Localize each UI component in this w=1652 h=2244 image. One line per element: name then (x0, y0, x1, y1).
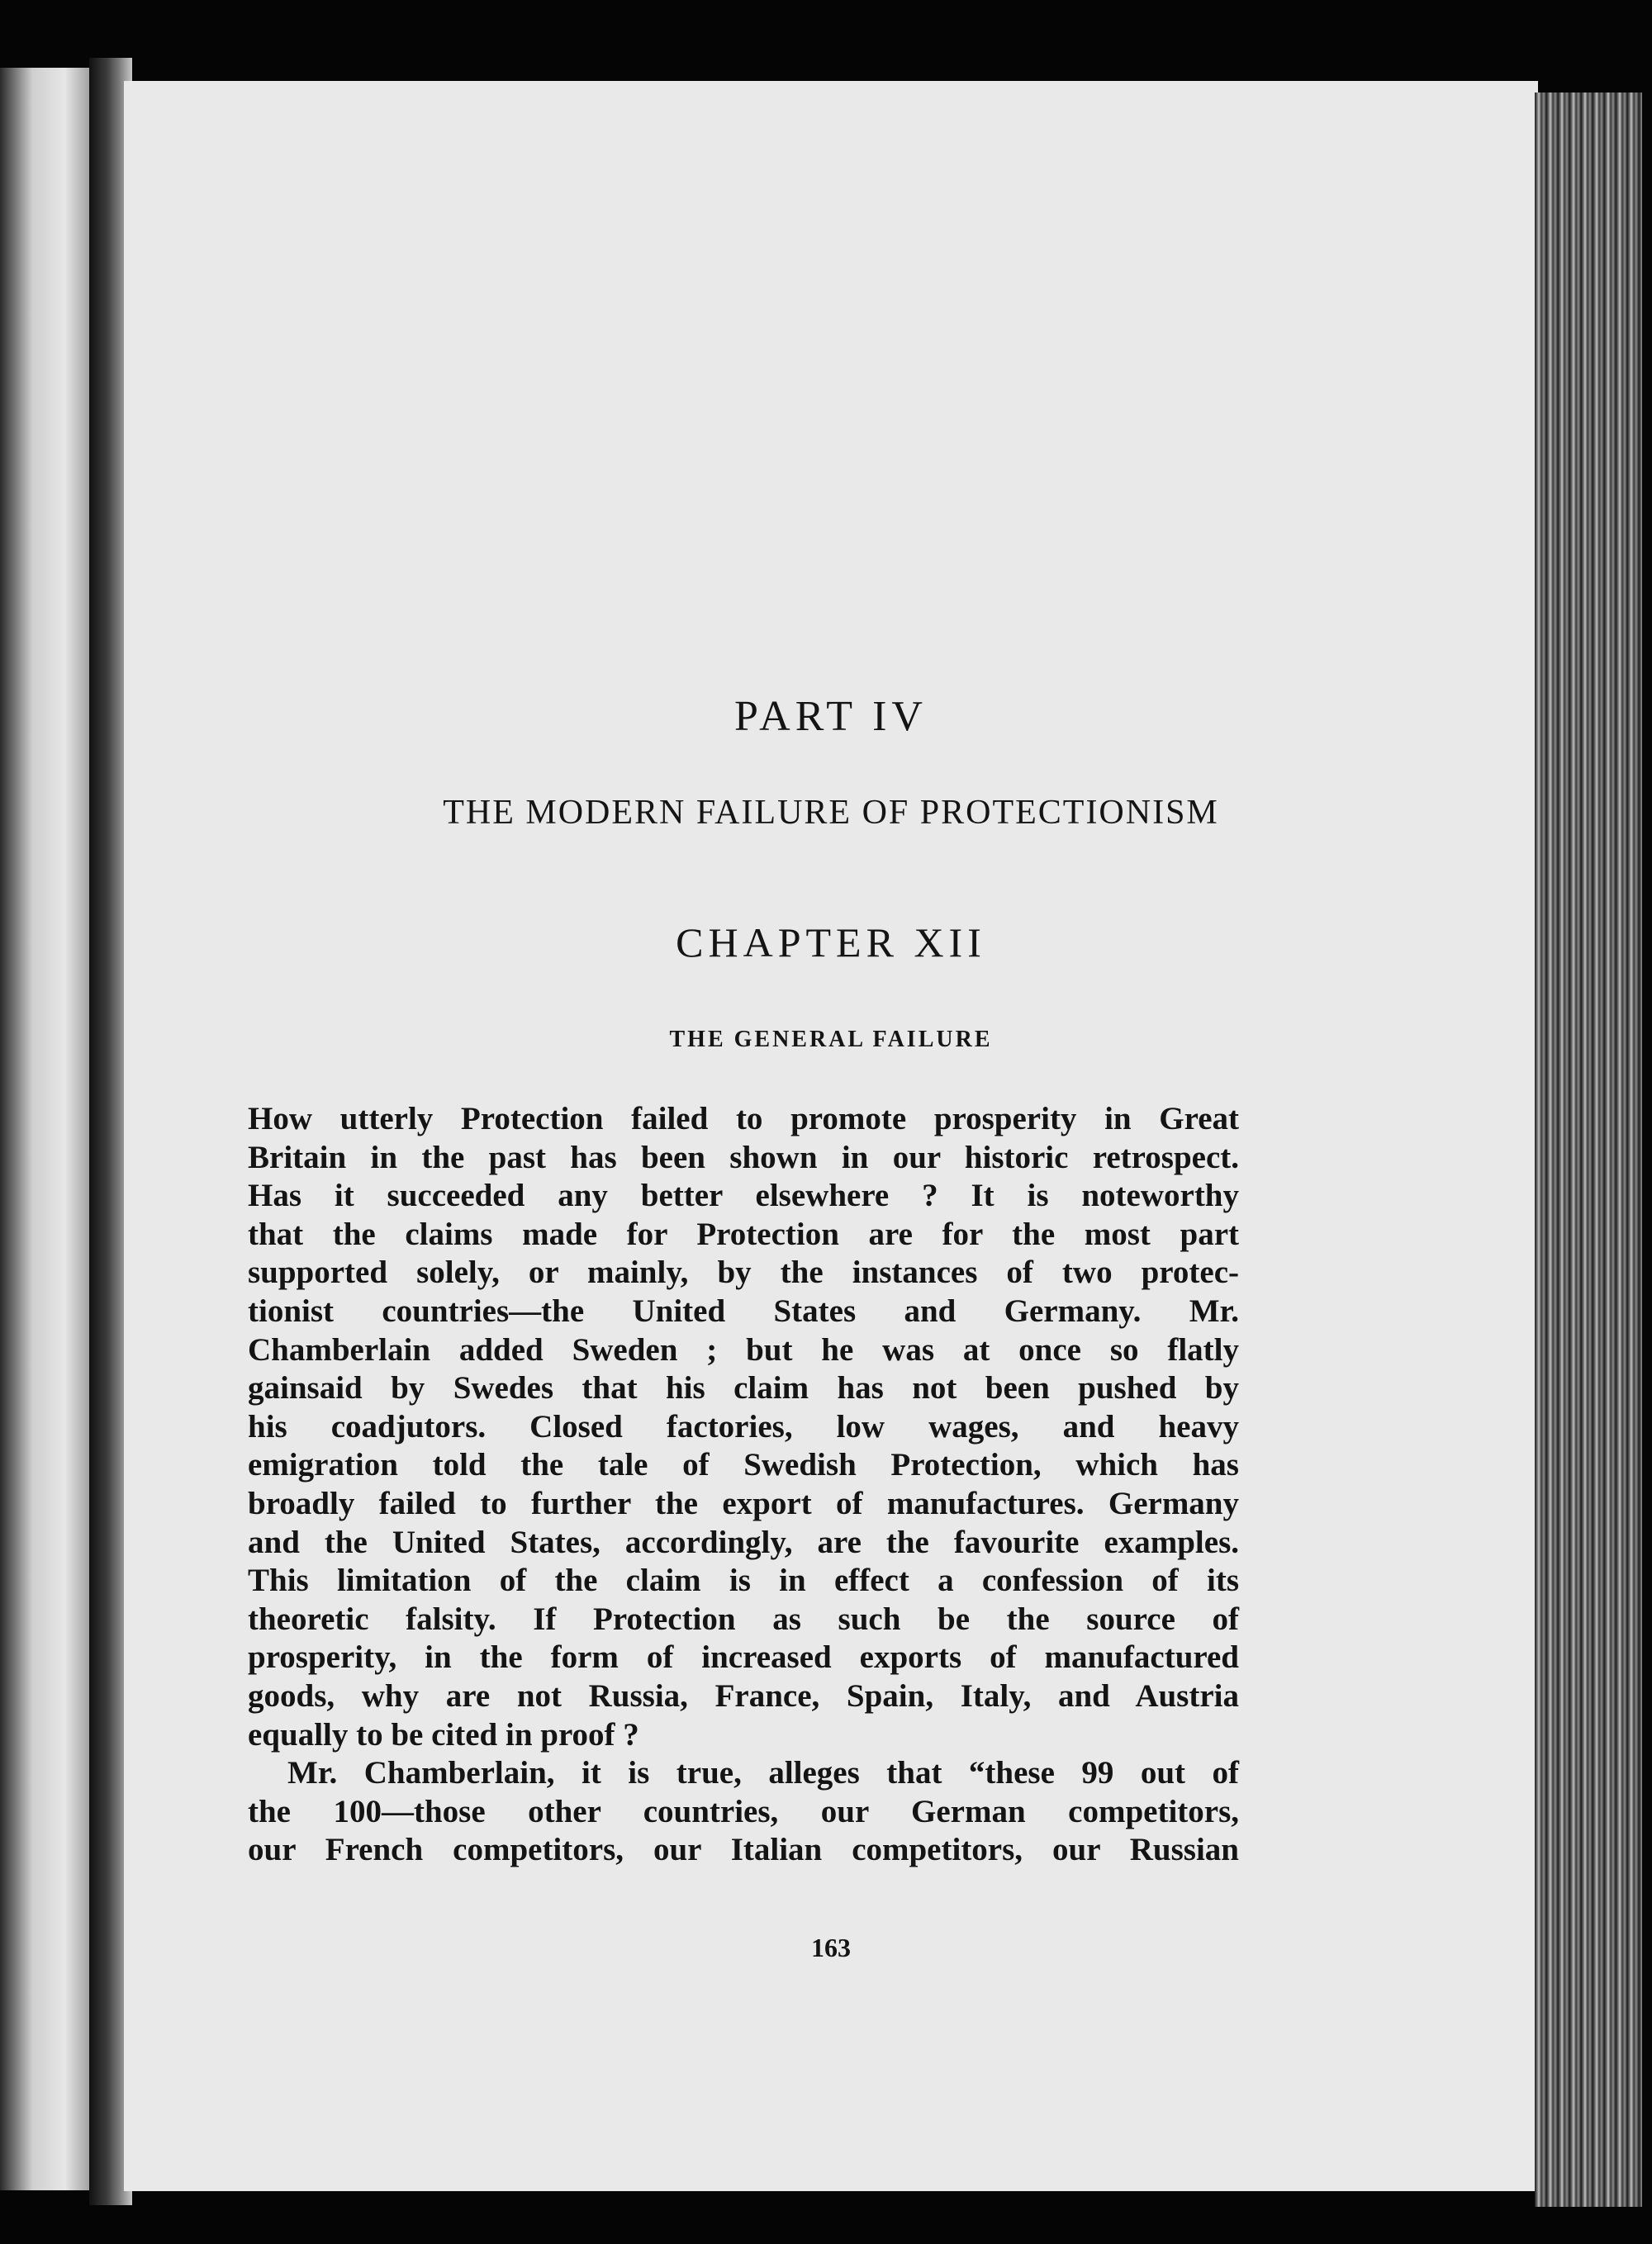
text-line: gainsaid by Swedes that his claim has not been pushed by (248, 1370, 1239, 1407)
text-line: his coadjutors. Closed factories, low wages, and heavy (248, 1408, 1239, 1445)
text-line: our French competitors, our Italian competitors, our Russian (248, 1832, 1239, 1868)
text-line: This limitation of the claim is in effect a confession of its (248, 1563, 1239, 1599)
text-line: and the United States, accordingly, are the favourite examples. (248, 1524, 1239, 1560)
text-line: equally to be cited in proof ? (248, 1716, 639, 1753)
text-line: goods, why are not Russia, France, Spain, Italy, and Austria (248, 1677, 1239, 1714)
page-stack-edges (1535, 93, 1642, 2207)
text-line: that the claims made for Protection are for the most part (248, 1216, 1239, 1252)
paragraph-2 (248, 1754, 1239, 1870)
text-line: emigration told the tale of Swedish Protection, which has (248, 1447, 1239, 1483)
body-text (248, 1100, 1239, 1870)
section-heading: THE GENERAL FAILURE (669, 1027, 993, 1052)
part-heading: PART IV (734, 693, 928, 740)
text-line: How utterly Protection failed to promote prosperity in Great (248, 1101, 1239, 1136)
text-line: prosperity, in the form of increased exports of manufactured (248, 1639, 1239, 1676)
text-line: Has it succeeded any better elsewhere ? It is noteworthy (248, 1178, 1239, 1214)
facing-page-edge (0, 68, 93, 2190)
text-line: Britain in the past has been shown in our historic retrospect. (248, 1139, 1239, 1175)
text-line: Mr. Chamberlain, it is true, alleges that “these 99 out of (287, 1755, 1239, 1791)
paragraph-1 (248, 1100, 1239, 1754)
chapter-heading: CHAPTER XII (676, 919, 986, 965)
text-line: broadly failed to further the export of manufactures. Germany (248, 1485, 1239, 1521)
text-line: Chamberlain added Sweden ; but he was at once so flatly (248, 1331, 1239, 1368)
page-number: 163 (811, 1933, 851, 1962)
text-line: theoretic falsity. If Protection as such be the source of (248, 1601, 1239, 1637)
book-title: THE MODERN FAILURE OF PROTECTIONISM (443, 794, 1219, 832)
text-line: tionist countries—the United States and Germany. Mr. (248, 1293, 1239, 1329)
text-line: supported solely, or mainly, by the instances of two protec- (248, 1255, 1239, 1291)
text-line: the 100—those other countries, our German competitors, (248, 1793, 1239, 1829)
